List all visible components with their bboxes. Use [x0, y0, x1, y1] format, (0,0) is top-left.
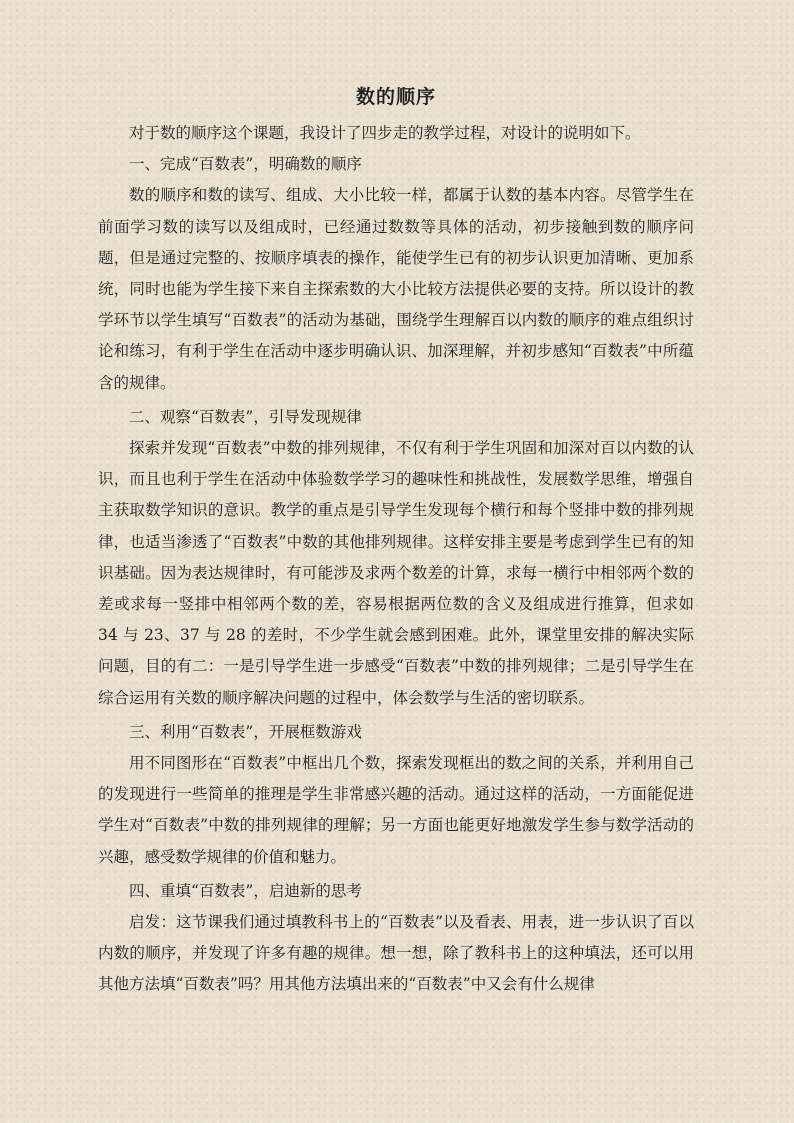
section-heading-1: 一、完成“百数表”，明确数的顺序 [129, 155, 362, 174]
section-heading-4: 四、重填“百数表”，启迪新的思考 [129, 881, 362, 900]
section-heading-3: 三、利用“百数表”，开展框数游戏 [129, 722, 362, 741]
section-body-4: 启发：这节课我们通过填教科书上的“百数表”以及看表、用表，进一步认识了百以内数的顺序，并发现了许多有趣的规律。想一想，除了教科书上的这种填法，还可以用其他方法填“百数表”吗？用其他方法填出来的“百数表”中又会有什么规律 [98, 913, 694, 994]
intro-paragraph: 对于数的顺序这个课题，我设计了四步走的教学过程，对设计的说明如下。 [129, 124, 641, 142]
section-body-1: 数的顺序和数的读写、组成、大小比较一样，都属于认数的基本内容。尽管学生在前面学习数的读写以及组成时，已经通过数数等具体的活动，初步接触到数的顺序问题，但是通过完整的、按顺序填表的操作，能使学生已有的初步认识更加清晰、更加系统，同时也能为学生接下来自主探索数的大小比较方法提供必要的支持。所以设计的教学环节以学生填写“百数表”的活动为基础，围绕学生理解百以内数的顺序的难点组织讨论和练习，有利于学生在活动中逐步明确认识、加深理解，并初步感知“百数表”中所蕴含的规律。 [98, 186, 694, 392]
document-content [98, 82, 694, 1001]
section-heading-2: 二、观察“百数表”，引导发现规律 [129, 407, 362, 426]
section-body-2: 探索并发现“百数表”中数的排列规律，不仅有利于学生巩固和加深对百以内数的认识，而且也利于学生在活动中体验数学学习的趣味性和挑战性，发展数学思维，增强自主获取数学知识的意识。教学的重点是引导学生发现每个横行和每个竖排中数的排列规律，也适当渗透了“百数表”中数的其他排列规律。这样安排主要是考虑到学生已有的知识基础。因为表达规律时，有可能涉及求两个数差的计算，求每一横行中相邻两个数的差或求每一竖排中相邻两个数的差，容易根据两位数的含义及组成进行推算，但求如 34 与 23、37 与 28 的差时，不少学生就会感到困难。此外，课堂里安排的解决实际问题，目的有二：一是引导学生进一步感受“百数表”中数的排列规律；二是引导学生在综合运用有关数的顺序解决问题的过程中，体会数学与生活的密切联系。 [98, 439, 694, 707]
document-title: 数的顺序 [355, 86, 436, 108]
section-body-3: 用不同图形在“百数表”中框出几个数，探索发现框出的数之间的关系，并利用自己的发现进行一些简单的推理是学生非常感兴趣的活动。通过这样的活动，一方面能促进学生对“百数表”中数的排列规律的理解；另一方面也能更好地激发学生参与数学活动的兴趣，感受数学规律的价值和魅力。 [98, 754, 694, 866]
